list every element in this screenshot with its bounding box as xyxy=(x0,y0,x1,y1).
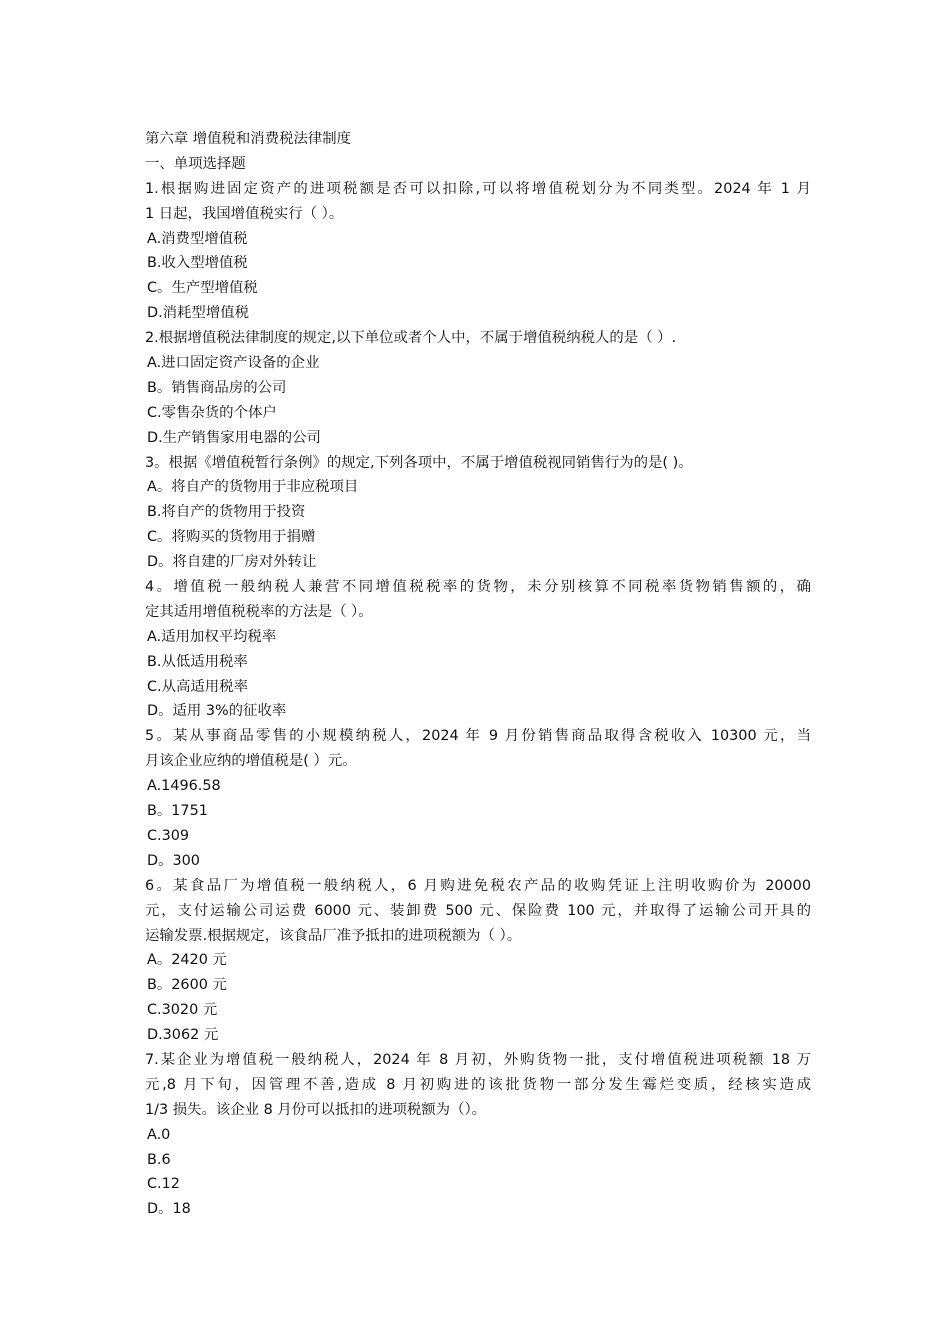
option-d: D。300 xyxy=(147,852,200,869)
option-a: A.消费型增值税 xyxy=(147,230,248,247)
option-d: D.消耗型增值税 xyxy=(147,305,249,322)
option-a: A。将自产的货物用于非应税项目 xyxy=(147,479,359,496)
option-a: A.进口固定资产设备的企业 xyxy=(147,355,320,372)
option-b: B。销售商品房的公司 xyxy=(147,379,287,396)
option-b: B.将自产的货物用于投资 xyxy=(147,504,306,521)
option-d: D。适用 3%的征收率 xyxy=(147,703,287,720)
question-text-line: 4。增值税一般纳税人兼营不同增值税税率的货物，未分别核算不同税率货物销售额的，确 xyxy=(145,579,811,596)
option-b: B。1751 xyxy=(147,803,208,820)
option-b: B。2600 元 xyxy=(147,977,227,994)
question-5 xyxy=(145,724,811,873)
option-d: D.3062 元 xyxy=(147,1027,219,1044)
question-text-line: 1 日起，我国增值税实行（ ）。 xyxy=(145,205,344,222)
option-c: C。将购买的货物用于捐赠 xyxy=(147,529,316,546)
question-text-line: 定其适用增值税税率的方法是（ ）。 xyxy=(145,603,373,620)
section-title: 一、单项选择题 xyxy=(145,155,246,172)
option-a: A.1496.58 xyxy=(147,778,221,795)
question-2 xyxy=(145,326,811,450)
option-a: A.适用加权平均税率 xyxy=(147,628,277,645)
option-c: C.从高适用税率 xyxy=(147,678,248,695)
question-text-line: 1.根据购进固定资产的进项税额是否可以扣除,可以将增值税划分为不同类型。2024 年 1 月 xyxy=(145,180,811,197)
option-d: D.生产销售家用电器的公司 xyxy=(147,429,321,446)
question-7 xyxy=(145,1048,811,1222)
option-b: B.收入型增值税 xyxy=(147,255,248,272)
option-b: B.从低适用税率 xyxy=(147,653,248,670)
question-4 xyxy=(145,575,811,724)
question-text-line: 月该企业应纳的增值税是( ）元。 xyxy=(145,753,357,770)
question-text-line: 元，支付运输公司运费 6000 元、装卸费 500 元、保险费 100 元，并取得了运输公司开具的 xyxy=(145,902,811,919)
question-text-line: 2.根据增值税法律制度的规定,以下单位或者个人中，不属于增值税纳税人的是（ ）. xyxy=(145,330,677,347)
question-text-line: 运输发票.根据规定，该食品厂准予抵扣的进项税额为（ ）。 xyxy=(145,927,522,944)
option-c: C.零售杂货的个体户 xyxy=(147,404,277,421)
option-b: B.6 xyxy=(147,1151,171,1168)
option-c: C。生产型增值税 xyxy=(147,280,258,297)
question-text-line: 5。某从事商品零售的小规模纳税人，2024 年 9 月份销售商品取得含税收入 10300 元，当 xyxy=(145,728,811,745)
question-text-line: 1/3 损失。该企业 8 月份可以抵扣的进项税额为（）。 xyxy=(145,1101,487,1118)
question-text-line: 3。根据《增值税暂行条例》的规定,下列各项中，不属于增值税视同销售行为的是( )。 xyxy=(145,454,693,471)
option-c: C.12 xyxy=(147,1176,180,1193)
option-c: C.309 xyxy=(147,827,190,844)
question-1 xyxy=(145,177,811,326)
question-text-line: 6。某食品厂为增值税一般纳税人，6 月购进免税农产品的收购凭证上注明收购价为 20000 xyxy=(145,877,811,894)
option-c: C.3020 元 xyxy=(147,1002,218,1019)
option-a: A。2420 元 xyxy=(147,952,227,969)
option-d: D。将自建的厂房对外转让 xyxy=(147,554,317,571)
question-text-line: 元,8 月下旬，因管理不善,造成 8 月初购进的该批货物一部分发生霉烂变质，经核实造成 xyxy=(145,1076,811,1093)
document-page xyxy=(145,127,811,1222)
question-text-line: 7.某企业为增值税一般纳税人，2024 年 8 月初，外购货物一批，支付增值税进项税额 18 万 xyxy=(145,1051,811,1068)
question-6 xyxy=(145,874,811,1048)
option-a: A.0 xyxy=(147,1126,171,1143)
chapter-title: 第六章 增值税和消费税法律制度 xyxy=(145,131,352,147)
question-3 xyxy=(145,451,811,575)
option-d: D。18 xyxy=(147,1201,191,1218)
